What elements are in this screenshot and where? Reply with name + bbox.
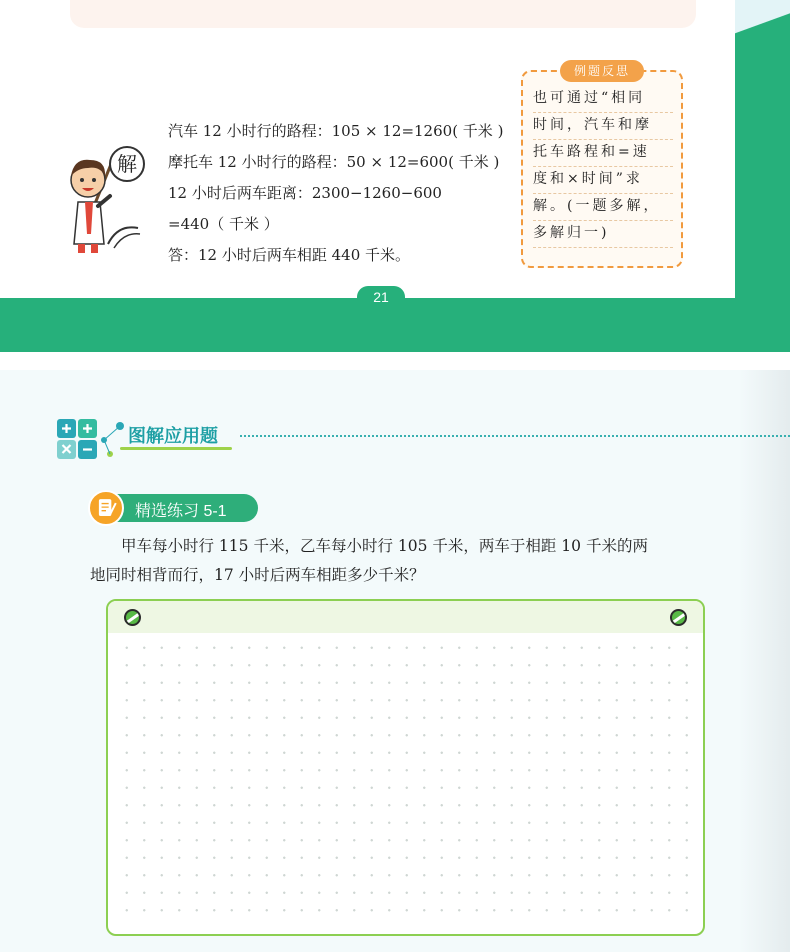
question-line: 甲车每小时行 115 千米，乙车每小时行 105 千米，两车于相距 10 千米的两 xyxy=(90,537,648,555)
reflection-line: 也可通过“相同 xyxy=(533,86,673,113)
solution-badge: 解 xyxy=(109,146,145,182)
question-line: 地同时相背而行，17 小时后两车相距多少千米？ xyxy=(90,566,425,584)
pin-icon xyxy=(670,609,687,626)
answer-area-header xyxy=(108,601,703,633)
reflection-title: 例题反思 xyxy=(560,60,644,82)
previous-content-box xyxy=(70,0,696,28)
reflection-line: 托车路程和=速 xyxy=(533,140,673,167)
solution-text xyxy=(168,116,503,271)
solution-line: 汽车 12 小时行的路程：105 × 12=1260( 千米 ) xyxy=(168,122,504,140)
reflection-line: 解。(一题多解， xyxy=(533,194,673,221)
section-dotted-rule xyxy=(240,435,790,437)
reflection-line: 多解归一) xyxy=(533,221,673,248)
page-number: 21 xyxy=(357,286,405,308)
calculator-icon xyxy=(56,418,98,460)
solution-line: 12 小时后两车距离：2300−1260−600 xyxy=(168,184,442,202)
section-title: 图解应用题 xyxy=(128,426,218,446)
practice-label: 精选练习 5-1 xyxy=(135,503,227,520)
answer-area[interactable] xyxy=(106,599,705,936)
reflection-line: 度和×时间”求 xyxy=(533,167,673,194)
pin-icon xyxy=(124,609,141,626)
solution-line: 摩托车 12 小时行的路程：50 × 12=600( 千米 ) xyxy=(168,153,500,171)
dot-grid xyxy=(118,639,693,924)
reflection-line: 时间，汽车和摩 xyxy=(533,113,673,140)
connector-dots-icon xyxy=(96,420,126,460)
solution-line: 答：12 小时后两车相距 440 千米。 xyxy=(168,246,411,264)
page-edge-strip xyxy=(735,0,790,300)
reflection-text xyxy=(533,86,673,248)
page-edge-corner xyxy=(735,0,790,40)
solution-line: =440（ 千米 ） xyxy=(168,215,279,233)
section-underline xyxy=(120,447,232,450)
page-edge-shadow xyxy=(740,370,790,952)
pencil-note-icon xyxy=(88,490,124,526)
practice-question xyxy=(90,532,730,590)
